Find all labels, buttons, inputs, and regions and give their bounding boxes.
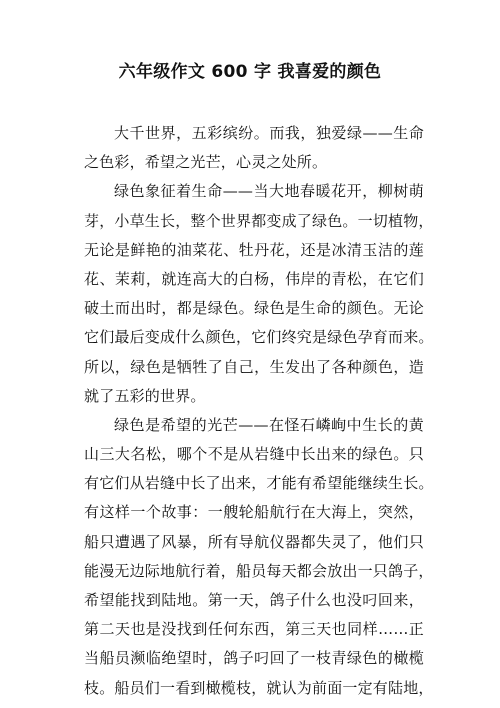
document-title: 六年级作文 600 字 我喜爱的颜色 bbox=[118, 62, 382, 82]
essay-body bbox=[84, 119, 434, 703]
essay-line: 船只遭遇了风暴，所有导航仪器都失灵了，他们只 bbox=[84, 532, 424, 551]
essay-line: 芽，小草生长，整个世界都变成了绿色。一切植物， bbox=[84, 211, 434, 230]
essay-line: 无论是鲜艳的油菜花、牡丹花，还是冰清玉洁的莲 bbox=[84, 240, 424, 259]
essay-line: 山三大名松，哪个不是从岩缝中长出来的绿色。只 bbox=[84, 445, 424, 464]
essay-line: 绿色象征着生命——当大地春暖花开，柳树萌 bbox=[114, 182, 424, 201]
essay-line: 就了五彩的世界。 bbox=[84, 386, 206, 405]
essay-line: 有这样一个故事：一艘轮船航行在大海上，突然， bbox=[84, 503, 424, 522]
essay-line: 之色彩，希望之光芒，心灵之处所。 bbox=[84, 153, 328, 172]
essay-line: 枝。船员们一看到橄榄枝，就认为前面一定有陆地， bbox=[84, 678, 434, 697]
essay-line: 所以，绿色是牺牲了自己，生发出了各种颜色，造 bbox=[84, 357, 424, 376]
essay-line: 当船员濒临绝望时，鸽子叼回了一枝青绿色的橄榄 bbox=[84, 649, 424, 668]
essay-line: 第二天也是没找到任何东西，第三天也同样……正 bbox=[84, 620, 424, 639]
essay-line: 它们最后变成什么颜色，它们终究是绿色孕育而来。 bbox=[84, 328, 434, 347]
essay-line: 能漫无边际地航行着，船员每天都会放出一只鸽子， bbox=[84, 561, 434, 580]
essay-line: 希望能找到陆地。第一天，鸽子什么也没叼回来， bbox=[84, 591, 424, 609]
essay-line: 破土而出时，都是绿色。绿色是生命的颜色。无论 bbox=[84, 299, 424, 318]
essay-line: 花、茉莉，就连高大的白杨，伟岸的青松，在它们 bbox=[84, 269, 424, 288]
essay-line: 有它们从岩缝中长了出来，才能有希望能继续生长。 bbox=[84, 474, 434, 493]
essay-line: 大千世界，五彩缤纷。而我，独爱绿——生命 bbox=[114, 124, 424, 142]
essay-line: 绿色是希望的光芒——在怪石嶙峋中生长的黄 bbox=[114, 415, 424, 434]
